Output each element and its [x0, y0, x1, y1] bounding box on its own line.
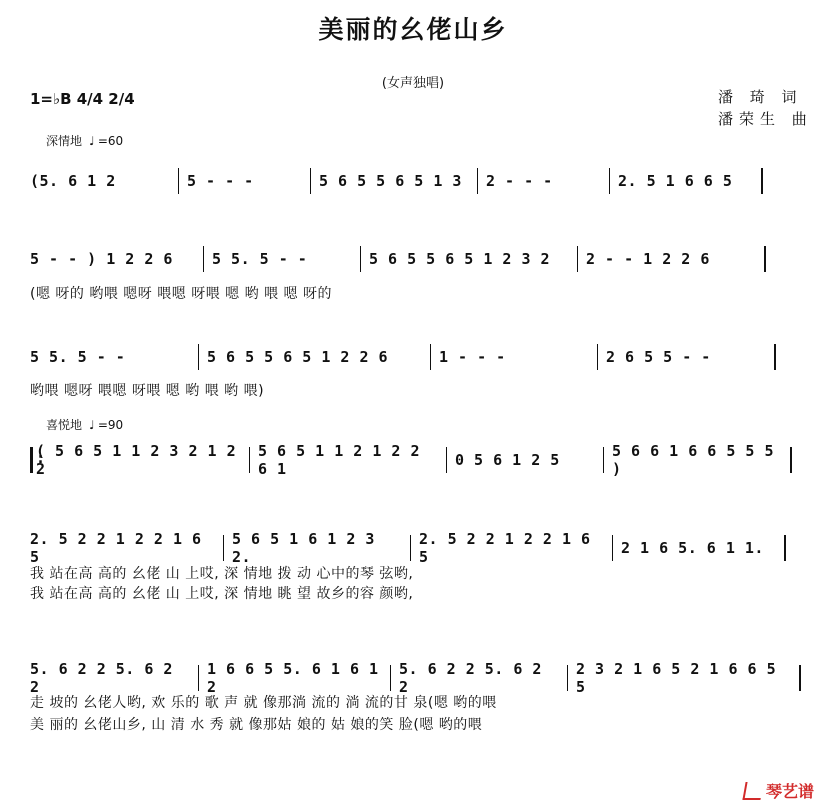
site-watermark [744, 779, 814, 802]
lyric-text: 我 站在高 高的 幺佬 山 上哎, 深 情地 拨 动 心中的琴 弦哟, [30, 566, 414, 582]
tempo-value: =90 [97, 418, 124, 432]
logo-icon [742, 782, 763, 800]
watermark-text: 琴艺谱 [765, 782, 814, 801]
measure: ( 5 6 5 1 1 2 3 2 1 2 2 [36, 442, 237, 478]
barline [446, 447, 447, 473]
barline [603, 447, 604, 473]
barline [390, 665, 391, 691]
measure: 2 3 2 1 6 5 2 1 6 6 5 5 [576, 660, 777, 696]
measure: 2. 5 1 6 6 5 [618, 172, 733, 190]
staff-row-2 [30, 246, 806, 272]
measure: 5 5. 5 - - [30, 348, 126, 366]
composer-credit: 潘荣生 曲 [718, 110, 813, 128]
barline [223, 535, 224, 561]
lyricist-credit: 潘 琦 词 [718, 88, 803, 106]
barline [430, 344, 431, 370]
lyric-row-6-verse-1 [30, 692, 806, 712]
measure: 2 - - 1 2 2 6 [586, 250, 710, 268]
measure: 5 6 5 1 6 1 2 3 2. [232, 530, 375, 566]
lyric-row-2 [30, 283, 806, 303]
lyric-text: 美 丽的 幺佬山乡, 山 清 水 秀 就 像那姑 娘的 姑 娘的笑 脸(嗯 哟的喂 [30, 717, 483, 733]
barline [198, 344, 199, 370]
measure: 5. 6 2 2 5. 6 2 2 [30, 660, 173, 696]
barline [567, 665, 568, 691]
lyric-row-6-verse-2 [30, 714, 806, 734]
tempo-text: 喜悦地 [46, 418, 83, 432]
barline [609, 168, 610, 194]
measure: 5 - - ) 1 2 2 6 [30, 250, 173, 268]
measure: 2 1 6 5. 6 1 1. [621, 539, 764, 557]
measure: 5 6 5 5 6 5 1 3 [319, 172, 462, 190]
tempo-text: 深情地 [46, 134, 83, 148]
lyric-row-5-verse-1 [30, 563, 806, 583]
barline [612, 535, 613, 561]
staff-row-4 [30, 442, 806, 478]
key-signature: 1=♭B 4/4 2/4 [30, 90, 135, 108]
measure: 5 6 5 5 6 5 1 2 2 6 [207, 348, 389, 366]
quarter-note-icon: ♩ [89, 134, 95, 148]
measure: 5 6 5 1 1 2 1 2 2 6 1 [258, 442, 421, 478]
measure: 2 - - - [486, 172, 553, 190]
barline [178, 168, 179, 194]
barline [310, 168, 311, 194]
measure: 5 6 5 5 6 5 1 2 3 2 [369, 250, 551, 268]
lyric-text: (嗯 呀的 哟喂 嗯呀 喂嗯 呀喂 嗯 哟 喂 嗯 呀的 [30, 286, 332, 302]
barline [410, 535, 411, 561]
measure: 1 6 6 5 5. 6 1 6 1 2 [207, 660, 379, 696]
measure: 5 - - - [187, 172, 254, 190]
lyric-row-5-verse-2 [30, 583, 806, 603]
measure: 2. 5 2 2 1 2 2 1 6 5 [419, 530, 591, 566]
lyric-text: 哟喂 嗯呀 喂嗯 呀喂 嗯 哟 喂 哟 喂) [30, 383, 265, 399]
barline [597, 344, 598, 370]
barline [774, 344, 776, 370]
tempo-value: =60 [97, 134, 124, 148]
barline [360, 246, 361, 272]
tempo-marking-2 [46, 416, 123, 433]
staff-row-1 [30, 168, 806, 194]
measure: (5. 6 1 2 [30, 172, 116, 190]
measure: 0 5 6 1 2 5 [455, 451, 560, 469]
barline [249, 447, 250, 473]
lyric-text: 走 坡的 幺佬人哟, 欢 乐的 歌 声 就 像那淌 流的 淌 流的甘 泉(嗯 哟的喂 [30, 695, 497, 711]
barline [198, 665, 199, 691]
barline [764, 246, 766, 272]
barline [799, 665, 801, 691]
measure: 5 6 6 1 6 6 5 5 5 ) [612, 442, 775, 478]
measure: 2 6 5 5 - - [606, 348, 711, 366]
quarter-note-icon: ♩ [89, 418, 95, 432]
lyric-row-3 [30, 380, 806, 400]
repeat-sign [30, 447, 33, 473]
measure: 5 5. 5 - - [212, 250, 308, 268]
performance-note: (女声独唱) [381, 76, 445, 91]
barline [784, 535, 786, 561]
staff-row-6 [30, 660, 806, 696]
measure: 1 - - - [439, 348, 506, 366]
staff-row-5 [30, 530, 806, 566]
lyric-text: 我 站在高 高的 幺佬 山 上哎, 深 情地 眺 望 故乡的容 颜哟, [30, 586, 414, 602]
measure: 2. 5 2 2 1 2 2 1 6 5 [30, 530, 202, 566]
barline [790, 447, 792, 473]
tempo-marking-1 [46, 132, 123, 149]
barline [477, 168, 478, 194]
barline [577, 246, 578, 272]
barline [761, 168, 763, 194]
barline [203, 246, 204, 272]
staff-row-3 [30, 344, 806, 370]
song-title: 美丽的幺佬山乡 [318, 15, 508, 44]
measure: 5. 6 2 2 5. 6 2 2 [399, 660, 542, 696]
